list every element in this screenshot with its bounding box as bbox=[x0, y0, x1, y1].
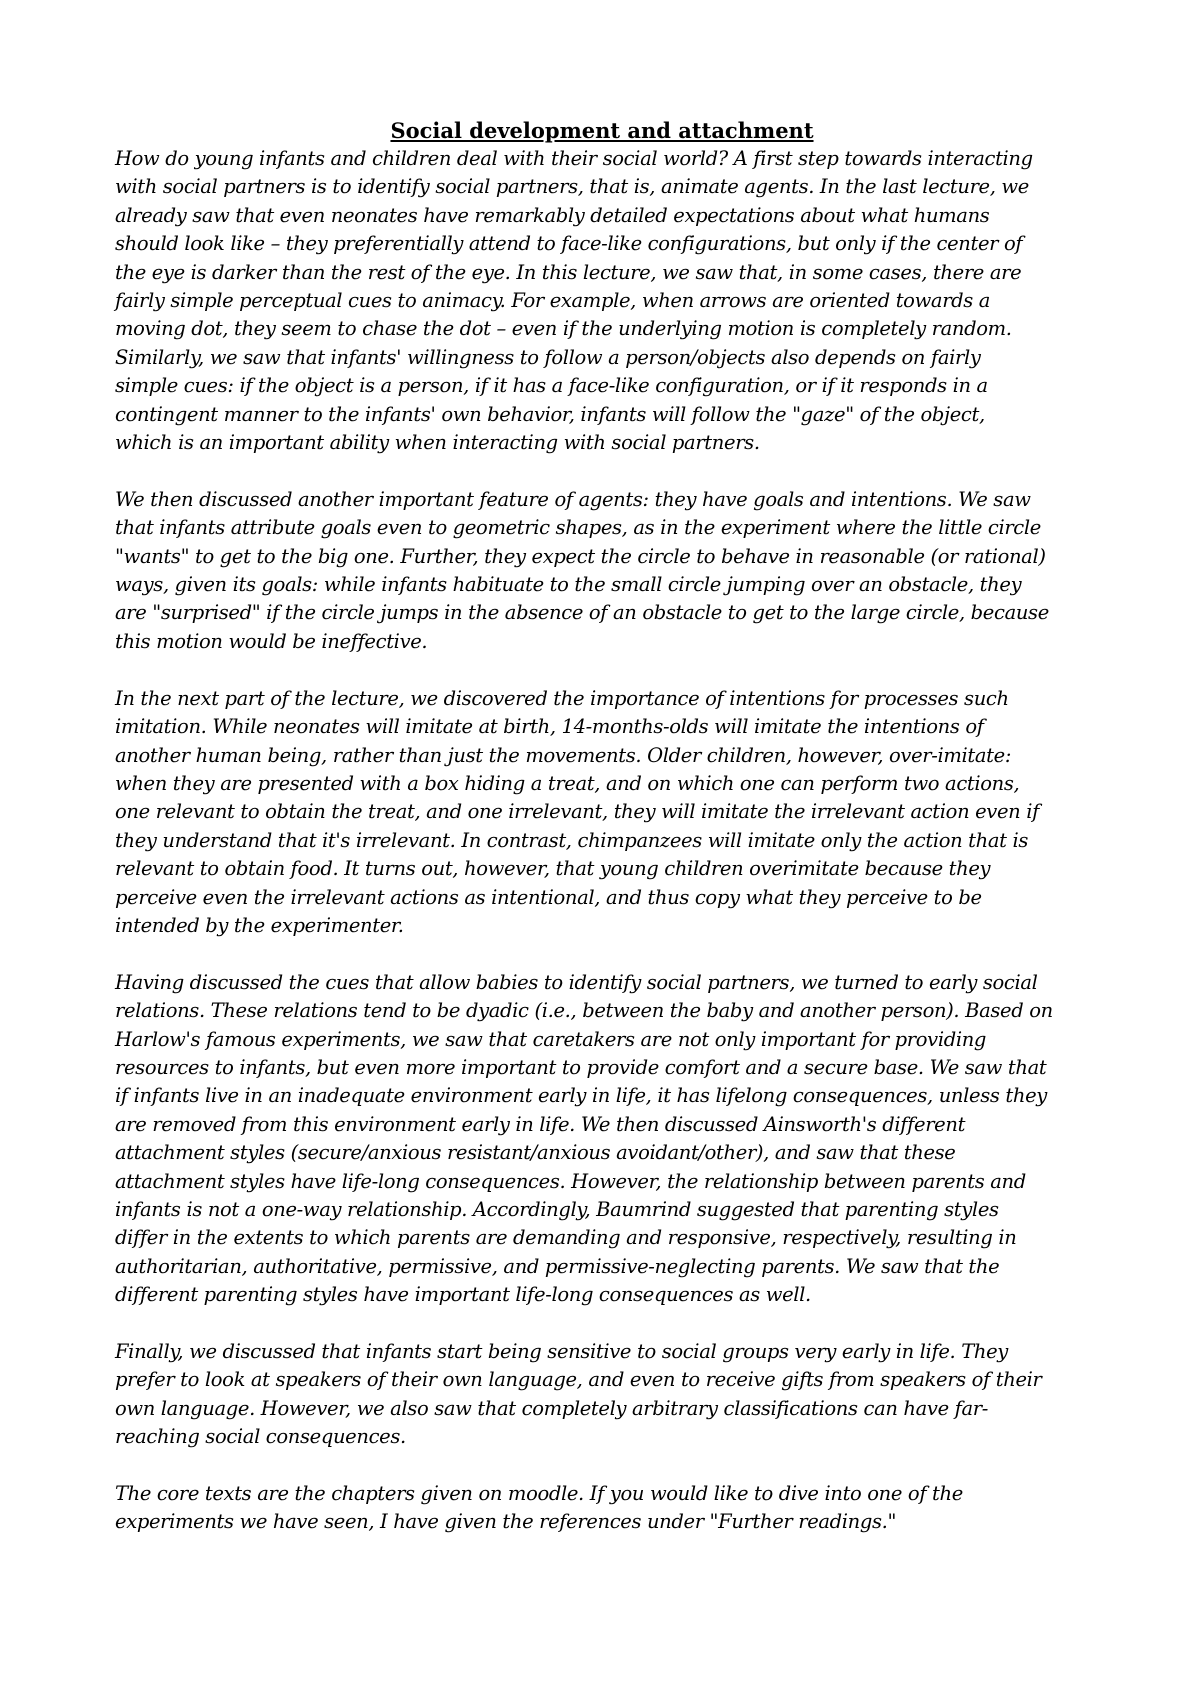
document-body bbox=[115, 117, 1089, 1537]
text-line: infants is not a one-way relationship. Accordingly, Baumrind suggested that parenting styles bbox=[115, 1197, 999, 1221]
paragraph-container bbox=[115, 145, 1089, 1537]
text-line: differ in the extents to which parents are demanding and responsive, respectively, resulting in bbox=[115, 1226, 1017, 1250]
body-paragraph bbox=[115, 969, 1089, 1310]
text-line: should look like – they preferentially attend to face-like configurations, but only if the center of bbox=[115, 232, 1023, 256]
text-line: different parenting styles have important life-long consequences as well. bbox=[115, 1283, 811, 1307]
text-line: intended by the experimenter. bbox=[115, 913, 404, 937]
body-paragraph bbox=[115, 1338, 1089, 1452]
text-line: authoritarian, authoritative, permissive, and permissive-neglecting parents. We saw that the bbox=[115, 1254, 1000, 1278]
text-line: attachment styles have life-long consequences. However, the relationship between parents and bbox=[115, 1169, 1026, 1193]
text-line: In the next part of the lecture, we discovered the importance of intentions for processes such bbox=[115, 686, 1009, 710]
text-line: that infants attribute goals even to geometric shapes, as in the experiment where the little circle bbox=[115, 516, 1041, 540]
text-line: are removed from this environment early in life. We then discussed Ainsworth's different bbox=[115, 1112, 966, 1136]
text-line: already saw that even neonates have remarkably detailed expectations about what humans bbox=[115, 203, 990, 227]
text-line: moving dot, they seem to chase the dot – even if the underlying motion is completely random. bbox=[115, 317, 1012, 341]
text-line: "wants" to get to the big one. Further, they expect the circle to behave in reasonable (or rational) bbox=[115, 544, 1046, 568]
text-line: fairly simple perceptual cues to animacy. For example, when arrows are oriented towards a bbox=[115, 289, 991, 313]
text-line: are "surprised" if the circle jumps in the absence of an obstacle to get to the large circle, because bbox=[115, 601, 1049, 625]
body-paragraph bbox=[115, 685, 1089, 941]
text-line: The core texts are the chapters given on moodle. If you would like to dive into one of the bbox=[115, 1482, 963, 1506]
text-line: relevant to obtain food. It turns out, however, that young children overimitate because they bbox=[115, 857, 991, 881]
body-paragraph bbox=[115, 486, 1089, 656]
text-line: they understand that it's irrelevant. In contrast, chimpanzees will imitate only the action that is bbox=[115, 828, 1029, 852]
text-line: another human being, rather than just the movements. Older children, however, over-imitate: bbox=[115, 743, 1012, 767]
paragraph-spacer bbox=[115, 940, 1089, 968]
paragraph-spacer bbox=[115, 1452, 1089, 1480]
text-line: when they are presented with a box hiding a treat, and on which one can perform two actions, bbox=[115, 771, 1020, 795]
text-line: simple cues: if the object is a person, if it has a face-like configuration, or if it responds in a bbox=[115, 374, 988, 398]
text-line: this motion would be ineffective. bbox=[115, 629, 428, 653]
text-line: Having discussed the cues that allow babies to identify social partners, we turned to early social bbox=[115, 970, 1038, 994]
text-line: reaching social consequences. bbox=[115, 1425, 406, 1449]
text-line: Harlow's famous experiments, we saw that caretakers are not only important for providing bbox=[115, 1027, 987, 1051]
paragraph-spacer bbox=[115, 656, 1089, 684]
text-line: the eye is darker than the rest of the eye. In this lecture, we saw that, in some cases, there are bbox=[115, 260, 1022, 284]
text-line: which is an important ability when interacting with social partners. bbox=[115, 431, 760, 455]
text-line: with social partners is to identify social partners, that is, animate agents. In the last lecture, we bbox=[115, 175, 1029, 199]
text-line: Similarly, we saw that infants' willingness to follow a person/objects also depends on fairly bbox=[115, 345, 981, 369]
text-line: own language. However, we also saw that completely arbitrary classifications can have far- bbox=[115, 1396, 988, 1420]
text-line: contingent manner to the infants' own behavior, infants will follow the "gaze" of the object, bbox=[115, 402, 985, 426]
text-line: prefer to look at speakers of their own language, and even to receive gifts from speakers of their bbox=[115, 1368, 1042, 1392]
body-paragraph bbox=[115, 145, 1089, 457]
body-paragraph bbox=[115, 1480, 1089, 1537]
text-line: experiments we have seen, I have given the references under "Further readings." bbox=[115, 1510, 897, 1534]
text-line: resources to infants, but even more important to provide comfort and a secure base. We saw that bbox=[115, 1055, 1047, 1079]
text-line: attachment styles (secure/anxious resistant/anxious avoidant/other), and saw that these bbox=[115, 1141, 956, 1165]
text-line: if infants live in an inadequate environment early in life, it has lifelong consequences, unless they bbox=[115, 1084, 1047, 1108]
text-line: relations. These relations tend to be dyadic (i.e., between the baby and another person). Based on bbox=[115, 999, 1053, 1023]
text-line: perceive even the irrelevant actions as intentional, and thus copy what they perceive to be bbox=[115, 885, 982, 909]
text-line: How do young infants and children deal with their social world? A first step towards interacting bbox=[115, 147, 1033, 170]
text-line: ways, given its goals: while infants habituate to the small circle jumping over an obstacle, they bbox=[115, 573, 1022, 597]
document-title: Social development and attachment bbox=[390, 118, 814, 143]
paragraph-spacer bbox=[115, 457, 1089, 485]
text-line: one relevant to obtain the treat, and one irrelevant, they will imitate the irrelevant action even if bbox=[115, 800, 1039, 824]
paragraph-spacer bbox=[115, 1310, 1089, 1338]
text-line: We then discussed another important feature of agents: they have goals and intentions. We saw bbox=[115, 487, 1031, 511]
text-line: imitation. While neonates will imitate at birth, 14-months-olds will imitate the intentions of bbox=[115, 715, 984, 739]
text-line: Finally, we discussed that infants start being sensitive to social groups very early in life. They bbox=[115, 1340, 1008, 1363]
